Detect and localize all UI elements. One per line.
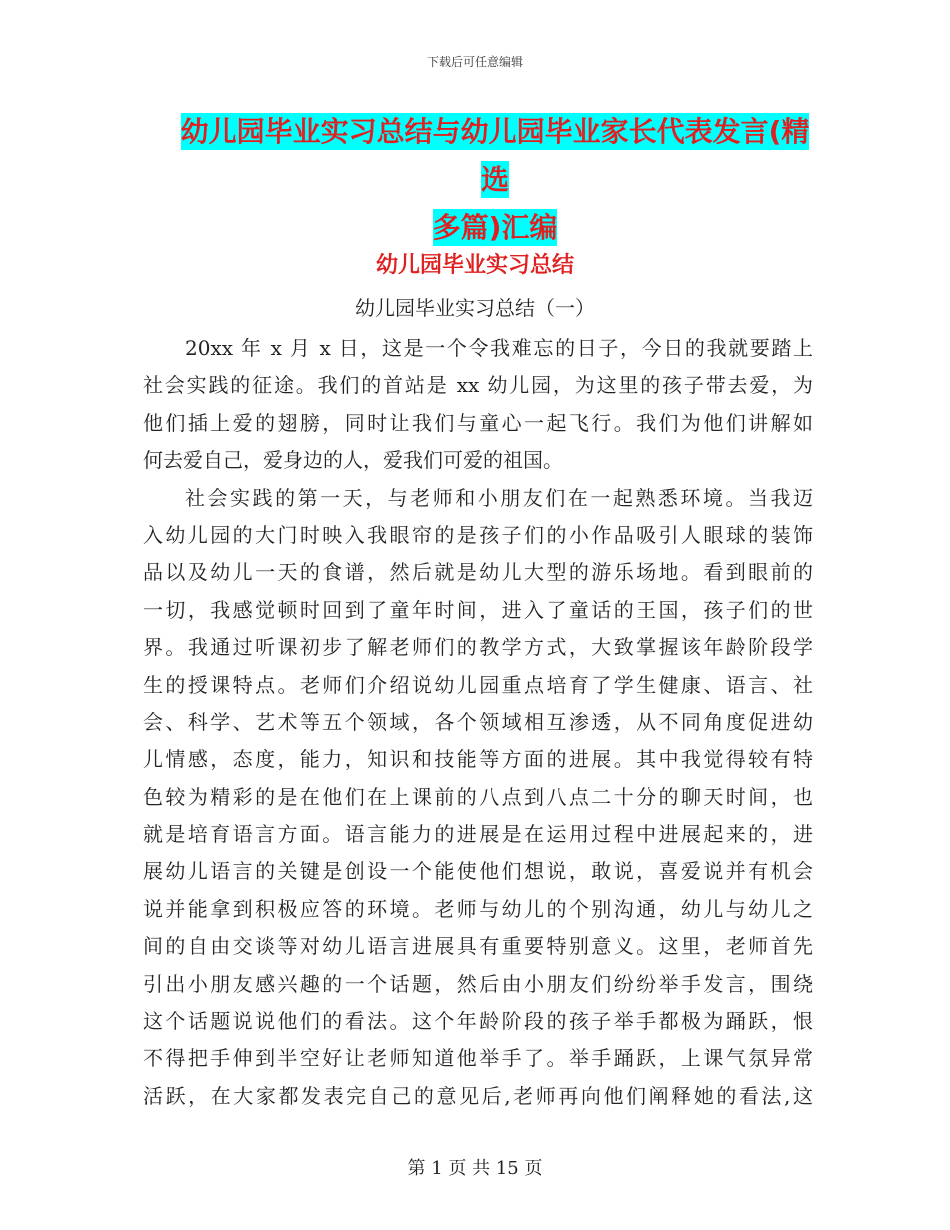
title-line-2: 多篇)汇编 [432, 211, 558, 244]
body-line: 品以及幼儿一天的食谱，然后就是幼儿大型的游乐场地。看到眼前的 [143, 560, 813, 585]
body-line: 间的自由交谈等对幼儿语言进展具有重要特别意义。这里，老师首先 [143, 934, 813, 959]
body-line: 社会实践的征途。我们的首站是 xx 幼儿园，为这里的孩子带去爱，为 [143, 373, 813, 398]
body-line: 何去爱自己，爱身边的人，爱我们可爱的祖国。 [143, 448, 563, 473]
body-line: 会、科学、艺术等五个领域，各个领域相互渗透，从不同角度促进幼 [143, 709, 813, 734]
body-line: 不得把手伸到半空好让老师知道他举手了。举手踊跃，上课气氛异常 [143, 1046, 813, 1071]
section-title: 幼儿园毕业实习总结 [375, 253, 574, 278]
body-line: 这个话题说说他们的看法。这个年龄阶段的孩子举手都极为踊跃，恨 [143, 1009, 813, 1034]
body-line: 儿情感，态度，能力，知识和技能等方面的进展。其中我觉得较有特 [143, 747, 813, 772]
body-line: 社会实践的第一天，与老师和小朋友们在一起熟悉环境。当我迈 [185, 485, 813, 510]
body-line: 入幼儿园的大门时映入我眼帘的是孩子们的小作品吸引人眼球的装饰 [143, 522, 813, 547]
body-line: 说并能拿到积极应答的环境。老师与幼儿的个别沟通，幼儿与幼儿之 [143, 896, 813, 921]
sub-title: 幼儿园毕业实习总结（一） [355, 296, 595, 320]
header-note: 下载后可任意编辑 [426, 55, 523, 69]
page-footer: 第 1 页 共 15 页 [407, 1158, 543, 1179]
title-line-1: 幼儿园毕业实习总结与幼儿园毕业家长代表发言(精选 [180, 115, 810, 196]
body-line: 生的授课特点。老师们介绍说幼儿园重点培育了学生健康、语言、社 [143, 672, 813, 697]
body-text [143, 330, 813, 1115]
body-line: 引出小朋友感兴趣的一个话题，然后由小朋友们纷纷举手发言，围绕 [143, 971, 813, 996]
document-title [170, 108, 820, 252]
body-line: 色较为精彩的是在他们在上课前的八点到八点二十分的聊天时间，也 [143, 784, 813, 809]
body-line: 就是培育语言方面。语言能力的进展是在运用过程中进展起来的，进 [143, 822, 813, 847]
body-line: 一切，我感觉顿时回到了童年时间，进入了童话的王国，孩子们的世 [143, 597, 813, 622]
body-line: 展幼儿语言的关键是创设一个能使他们想说，敢说，喜爱说并有机会 [143, 859, 813, 884]
body-line: 活跃，在大家都发表完自己的意见后,老师再向他们阐释她的看法,这 [143, 1083, 813, 1108]
body-line: 他们插上爱的翅膀，同时让我们与童心一起飞行。我们为他们讲解如 [143, 410, 813, 435]
body-line: 界。我通过听课初步了解老师们的教学方式，大致掌握该年龄阶段学 [143, 635, 813, 660]
body-line: 20xx 年 x 月 x 日，这是一个令我难忘的日子，今日的我就要踏上 [185, 336, 813, 360]
